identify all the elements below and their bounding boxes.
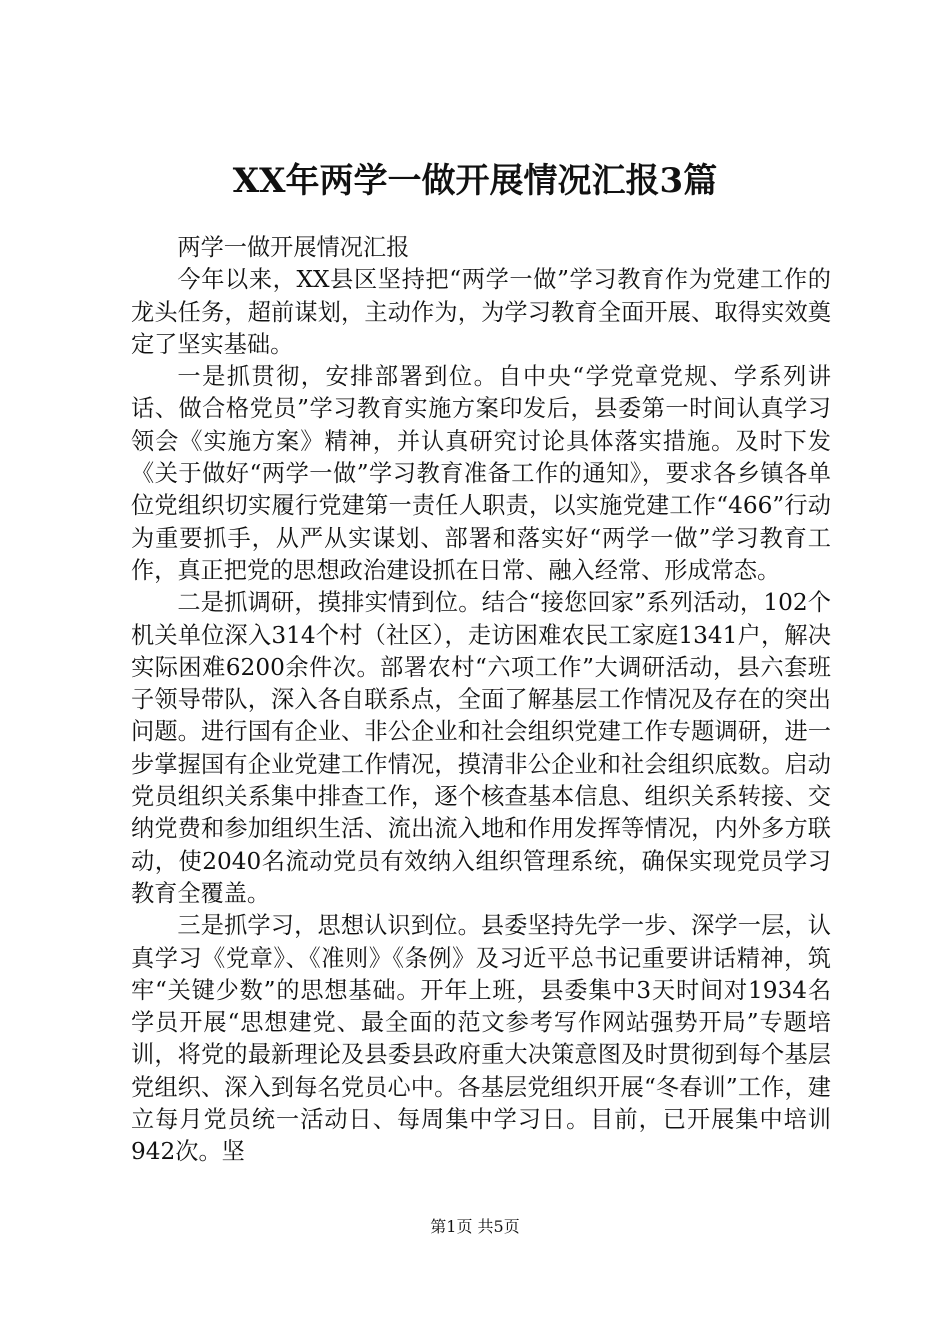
section-one-paragraph: 一是抓贯彻，安排部署到位。自中央“学党章党规、学系列讲话、做合格党员”学习教育实施方案印发后，县委第一时间认真学习领会《实施方案》精神，并认真研究讨论具体落实措施。及时下发《关于做好“两学一做”学习教育准备工作的通知》，要求各乡镇各单位党组织切实履行党建第一责任人职责，以实施党建工作“466”行动为重要抓手，从严从实谋划、部署和落实好“两学一做”学习教育工作，真正把党的思想政治建设抓在日常、融入经常、形成常态。 [131,363,831,584]
page-footer: 第1页 共5页 [430,1217,520,1236]
section-two-paragraph: 二是抓调研，摸排实情到位。结合“接您回家”系列活动，102个机关单位深入314个村（社区），走访困难农民工家庭1341户，解决实际困难6200余件次。部署农村“六项工作”大调研活动，县六套班子领导带队，深入各自联系点，全面了解基层工作情况及存在的突出问题。进行国有企业、非公企业和社会组织党建工作专题调研，进一步掌握国有企业党建工作情况，摸清非公企业和社会组织底数。启动党员组织关系集中排查工作，逐个核查基本信息、组织关系转接、交纳党费和参加组织生活、流出流入地和作用发挥等情况，内外多方联动，使2040名流动党员有效纳入组织管理系统，确保实现党员学习教育全覆盖。 [131,589,831,907]
subtitle-paragraph: 两学一做开展情况汇报 [177,234,410,261]
document-title: XX年两学一做开展情况汇报3篇 [232,161,718,201]
document-body [131,232,831,1169]
intro-paragraph: 今年以来，XX县区坚持把“两学一做”学习教育作为党建工作的龙头任务，超前谋划，主动作为，为学习教育全面开展、取得实效奠定了坚实基础。 [131,266,831,358]
section-three-paragraph: 三是抓学习，思想认识到位。县委坚持先学一步、深学一层，认真学习《党章》、《准则》《条例》及习近平总书记重要讲话精神，筑牢“关键少数”的思想基础。开年上班，县委集中3天时间对1934名学员开展“思想建党、最全面的范文参考写作网站强势开局”专题培训，将党的最新理论及县委县政府重大决策意图及时贯彻到每个基层党组织、深入到每名党员心中。各基层党组织开展“冬春训”工作，建立每月党员统一活动日、每周集中学习日。目前，已开展集中培训942次。坚 [131,912,831,1166]
